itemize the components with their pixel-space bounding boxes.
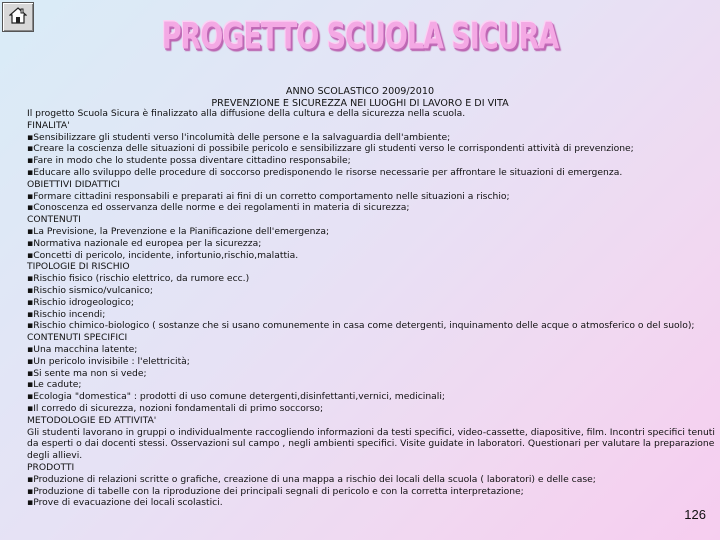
- contenuti-heading: CONTENUTI: [27, 214, 81, 226]
- list-item: ▪Conoscenza ed osservanza delle norme e dei regolamenti in materia di sicurezza;: [27, 202, 410, 214]
- list-item: ▪Produzione di tabelle con la riproduzione dei principali segnali di pericolo e con la corretta interpretazione;: [27, 485, 524, 497]
- list-item: ▪Sensibilizzare gli studenti verso l'incolumità delle persone e la salvaguardia dell'ambiente;: [27, 131, 451, 143]
- finalita-heading: FINALITA': [27, 119, 70, 131]
- list-item: ▪Ecologia "domestica" : prodotti di uso comune detergenti,disinfettanti,vernici, medicinali;: [27, 391, 446, 403]
- metodologie-text: Gli studenti lavorano in gruppi o individualmente raccogliendo informazioni da testi specifici, video-cassette, diapositive, film. Incontri specifici tenuti da esperti o dai docenti stessi. Osservazioni sul campo , negli ambienti specifici. Visite guidate in laboratori. Questionari per valutare la preparazione degli allievi.: [27, 426, 715, 462]
- school-year: ANNO SCOLASTICO 2009/2010: [285, 86, 435, 97]
- tipologie-heading: TIPOLOGIE DI RISCHIO: [27, 261, 130, 273]
- list-item: ▪Rischio chimico-biologico ( sostanze che si usano comunemente in casa come detergenti, inquinamento delle acque o atmosferico o del suolo);: [27, 320, 695, 332]
- list-item: ▪Il corredo di sicurezza, nozioni fondamentali di primo soccorso;: [27, 402, 324, 414]
- prodotti-heading: PRODOTTI: [27, 461, 75, 473]
- page-number: 126: [684, 507, 706, 522]
- list-item: ▪Fare in modo che lo studente possa diventare cittadino responsabile;: [27, 155, 351, 167]
- list-item: ▪Concetti di pericolo, incidente, infortunio,rischio,malattia.: [27, 249, 299, 261]
- list-item: ▪Normativa nazionale ed europea per la sicurezza;: [27, 237, 262, 249]
- list-item: ▪Una macchina latente;: [27, 343, 138, 355]
- obiettivi-heading: OBIETTIVI DIDATTICI: [27, 178, 120, 190]
- page-title: PROGETTO SCUOLA SICURA: [161, 16, 559, 58]
- document-header: [0, 86, 720, 110]
- specifici-heading: CONTENUTI SPECIFICI: [27, 332, 128, 344]
- list-item: ▪Prove di evacuazione dei locali scolastici.: [27, 497, 223, 509]
- document-body: [27, 108, 715, 509]
- list-item: ▪Si sente ma non si vede;: [27, 367, 147, 379]
- list-item: ▪Produzione di relazioni scritte o grafiche, creazione di una mappa a rischio dei locali della scuola ( laboratori) e delle case;: [27, 473, 596, 485]
- list-item: ▪Educare allo sviluppo delle procedure di soccorso predisponendo le risorse necessarie per affrontare le situazioni di emergenza.: [27, 166, 623, 178]
- list-item: ▪Creare la coscienza delle situazioni di possibile pericolo e sensibilizzare gli studenti verso le corrispondenti attività di prevenzione;: [27, 143, 634, 155]
- list-item: ▪Rischio idrogeologico;: [27, 296, 134, 308]
- metodologie-heading: METODOLOGIE ED ATTIVITA': [27, 414, 157, 426]
- list-item: ▪Rischio sismico/vulcanico;: [27, 284, 153, 296]
- list-item: ▪Le cadute;: [27, 379, 82, 391]
- list-item: ▪Un pericolo invisibile : l'elettricità;: [27, 355, 190, 367]
- list-item: ▪Formare cittadini responsabili e preparati ai fini di un corretto comportamento nelle situazioni a rischio;: [27, 190, 510, 202]
- list-item: ▪La Previsione, la Prevenzione e la Pianificazione dell'emergenza;: [27, 225, 330, 237]
- intro-text: Il progetto Scuola Sicura è finalizzato alla diffusione della cultura e della sicurezza nella scuola.: [27, 108, 466, 119]
- document-subtitle: PREVENZIONE E SICUREZZA NEI LUOGHI DI LAVORO E DI VITA: [211, 98, 509, 109]
- list-item: ▪Rischio fisico (rischio elettrico, da rumore ecc.): [27, 273, 250, 285]
- list-item: ▪Rischio incendi;: [27, 308, 106, 320]
